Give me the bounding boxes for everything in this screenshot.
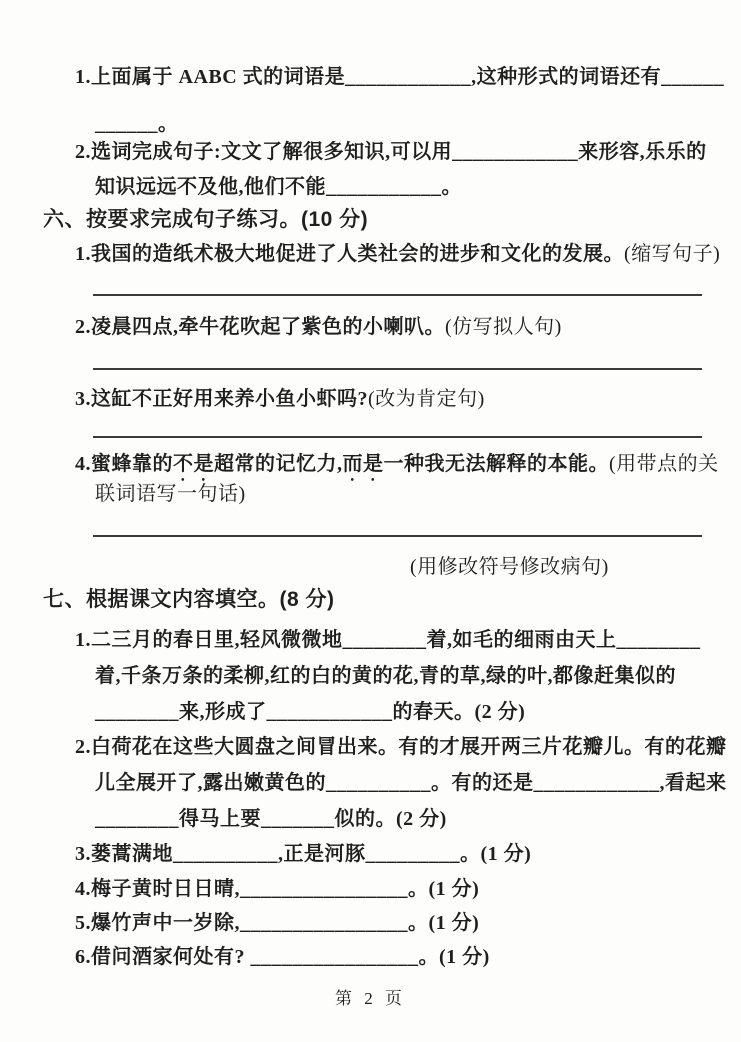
question-line: ________得马上要_______似的。(2 分) [95, 808, 447, 830]
correction-note: (用修改符号修改病句) [410, 556, 609, 578]
question-text: 3.这缸不正好用来养小鱼小虾吗? [75, 388, 368, 410]
question-hint: (仿写拟人句) [445, 316, 562, 338]
question-line: ______。 [95, 113, 179, 135]
answer-line [93, 436, 702, 438]
question-line [75, 312, 562, 342]
question-text: 1.我国的造纸术极大地促进了人类社会的进步和文化的发展。 [75, 243, 624, 265]
answer-line [93, 535, 702, 537]
question-line: 5.爆竹声中一岁除,________________。(1 分) [75, 912, 480, 934]
emphasized-word: 而是 [342, 453, 384, 475]
section-title: 七、根据课文内容填空。(8 分) [43, 588, 335, 611]
question-hint: (用带点的关 [609, 453, 719, 475]
answer-line [93, 294, 702, 296]
question-line: ________来,形成了____________的春天。(2 分) [95, 701, 526, 723]
question-line: 4.梅子黄时日日晴,________________。(1 分) [75, 878, 480, 900]
question-line [75, 384, 485, 414]
question-text: 一种我无法解释的本能。 [383, 453, 609, 475]
emphasized-word: 不是 [173, 453, 214, 475]
answer-line [93, 368, 702, 370]
question-line: 儿全展开了,露出嫩黄色的__________。有的还是____________,看起来 [95, 772, 727, 794]
page-number: 第 2 页 [335, 989, 406, 1008]
section-title: 六、按要求完成句子练习。(10 分) [43, 208, 369, 231]
question-line: 3.蒌蒿满地__________,正是河豚_________。(1 分) [75, 843, 532, 865]
question-text: 4.蜜蜂靠的 [75, 453, 173, 475]
question-line: 2.白荷花在这些大圆盘之间冒出来。有的才展开两三片花瓣儿。有的花瓣 [75, 736, 727, 758]
question-hint: (改为肯定句) [368, 388, 485, 410]
question-line: 着,千条万条的柔柳,红的白的黄的花,青的草,绿的叶,都像赶集似的 [95, 665, 676, 687]
question-line: 2.选词完成句子:文文了解很多知识,可以用____________来形容,乐乐的 [75, 141, 707, 163]
question-text: 超常的记忆力, [214, 453, 343, 475]
question-line [75, 239, 720, 269]
question-line: 知识远远不及他,他们不能___________。 [95, 176, 462, 198]
question-line: 6.借问酒家何处有? ________________。(1 分) [75, 946, 490, 968]
question-line: 1.上面属于 AABC 式的词语是____________,这种形式的词语还有______ [75, 66, 725, 88]
question-hint: 联词语写一句话) [95, 483, 246, 505]
question-line: 1.二三月的春日里,轻风微微地________着,如毛的细雨由天上________ [75, 629, 701, 651]
question-text: 2.凌晨四点,牵牛花吹起了紫色的小喇叭。 [75, 316, 445, 338]
question-hint: (缩写句子) [624, 243, 721, 265]
